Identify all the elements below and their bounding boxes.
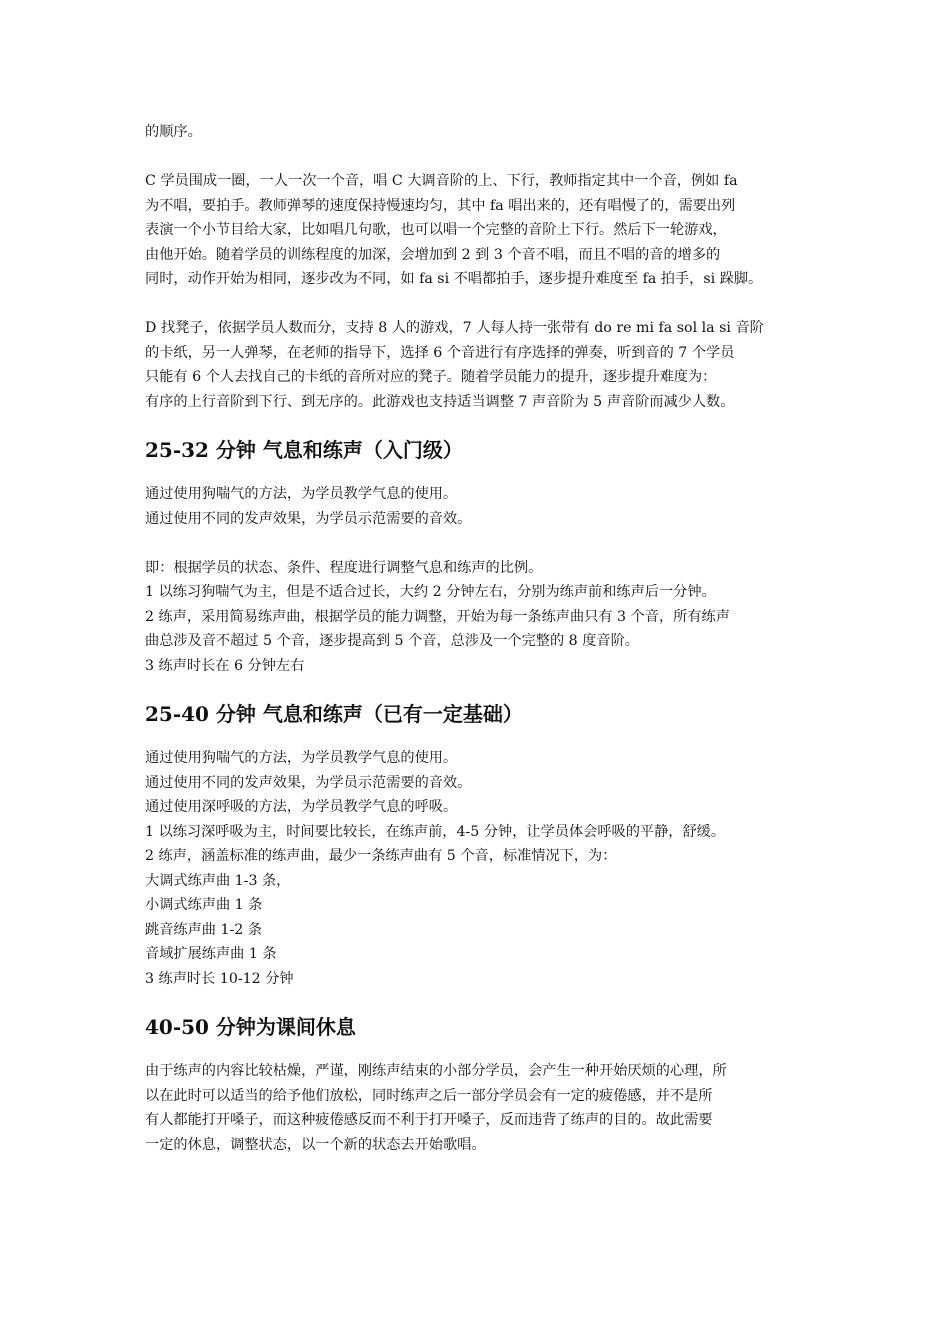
text-line: 以在此时可以适当的给予他们放松，同时练声之后一部分学员会有一定的疲倦感，并不是所 (145, 1087, 713, 1104)
text-line: D 找凳子，依据学员人数而分，支持 8 人的游戏，7 人每人持一张带有 do re mi fa sol la si 音阶 (145, 320, 764, 336)
paragraph-gap (145, 292, 815, 317)
text-line: 的卡纸，另一人弹琴，在老师的指导下，选择 6 个音进行有序选择的弹奏，听到音的 7 个学员 (145, 344, 735, 361)
text-line: 音域扩展练声曲 1 条 (145, 946, 277, 962)
text-line: 3 练声时长 10-12 分钟 (145, 970, 294, 987)
text-line: 2 练声，涵盖标准的练声曲，最少一条练声曲有 5 个音，标准情况下，为： (145, 848, 617, 864)
text-line: 有人都能打开嗓子，而这种疲倦感反而不利于打开嗓子，反而违背了练声的目的。故此需要 (145, 1112, 713, 1128)
text-line: 曲总涉及音不超过 5 个音，逐步提高到 5 个音，总涉及一个完整的 8 度音阶。 (145, 633, 639, 649)
text-line: 大调式练声曲 1-3 条， (145, 872, 291, 889)
section-intermediate-body (145, 746, 815, 991)
text-line: 通过使用不同的发声效果，为学员示范需要的音效。 (145, 510, 472, 527)
section-heading-beginner: 25-32 分钟 气息和练声（入门级） (145, 438, 463, 462)
text-line: 有序的上行音阶到下行、到无序的。此游戏也支持适当调整 7 声音阶为 5 声音阶而减少人数。 (145, 393, 735, 410)
text-line: 3 练声时长在 6 分钟左右 (145, 657, 305, 674)
text-line: 为不唱，要拍手。教师弹琴的速度保持慢速均匀，其中 fa 唱出来的，还有唱慢了的，需要出列 (145, 197, 736, 214)
section-beginner-intro (145, 482, 815, 531)
section-heading-intermediate: 25-40 分钟 气息和练声（已有一定基础） (145, 702, 523, 726)
section-beginner-details (145, 556, 815, 679)
text-line: C 学员围成一圈，一人一次一个音，唱 C 大调音阶的上、下行，教师指定其中一个音，例如 fa (145, 173, 738, 189)
text-line: 同时，动作开始为相同，逐步改为不同，如 fa si 不唱都拍手，逐步提升难度至 fa 拍手，si 跺脚。 (145, 271, 763, 287)
paragraph-gap (145, 531, 815, 556)
text-line: 通过使用深呼吸的方法，为学员教学气息的呼吸。 (145, 799, 458, 815)
paragraph-game-c (145, 169, 815, 292)
text-line: 2 练声，采用简易练声曲，根据学员的能力调整，开始为每一条练声曲只有 3 个音，所有练声 (145, 608, 730, 625)
text-line: 1 以练习深呼吸为主，时间要比较长，在练声前，4-5 分钟，让学员体会呼吸的平静，舒缓。 (145, 823, 726, 840)
text-line: 只能有 6 个人去找自己的卡纸的音所对应的凳子。随着学员能力的提升，逐步提升难度为： (145, 369, 717, 385)
text-line: 小调式练声曲 1 条 (145, 897, 263, 913)
text-line: 即：根据学员的状态、条件、程度进行调整气息和练声的比例。 (145, 559, 543, 576)
text-line: 1 以练习狗喘气为主，但是不适合过长，大约 2 分钟左右，分别为练声前和练声后一分钟。 (145, 584, 716, 600)
text-line: 跳音练声曲 1-2 条 (145, 921, 262, 938)
paragraph-gap (145, 145, 815, 170)
text-line: 通过使用狗喘气的方法，为学员教学气息的使用。 (145, 750, 458, 766)
text-line: 表演一个小节目给大家，比如唱几句歌，也可以唱一个完整的音阶上下行。然后下一轮游戏， (145, 222, 727, 238)
section-heading-break: 40-50 分钟为课间休息 (145, 1015, 356, 1039)
text-line: 通过使用不同的发声效果，为学员示范需要的音效。 (145, 774, 472, 791)
text-line: 由他开始。随着学员的训练程度的加深，会增加到 2 到 3 个音不唱，而且不唱的音的增多的 (145, 246, 721, 263)
text-line: 一定的休息，调整状态，以一个新的状态去开始歌唱。 (145, 1136, 486, 1153)
section-break-body (145, 1059, 815, 1157)
text-line: 通过使用狗喘气的方法，为学员教学气息的使用。 (145, 486, 458, 502)
document-body (145, 120, 815, 1157)
text-line: 由于练声的内容比较枯燥，严谨，刚练声结束的小部分学员，会产生一种开始厌烦的心理，所 (145, 1063, 727, 1079)
paragraph-game-d (145, 316, 815, 414)
paragraph-fragment: 的顺序。 (145, 124, 202, 140)
